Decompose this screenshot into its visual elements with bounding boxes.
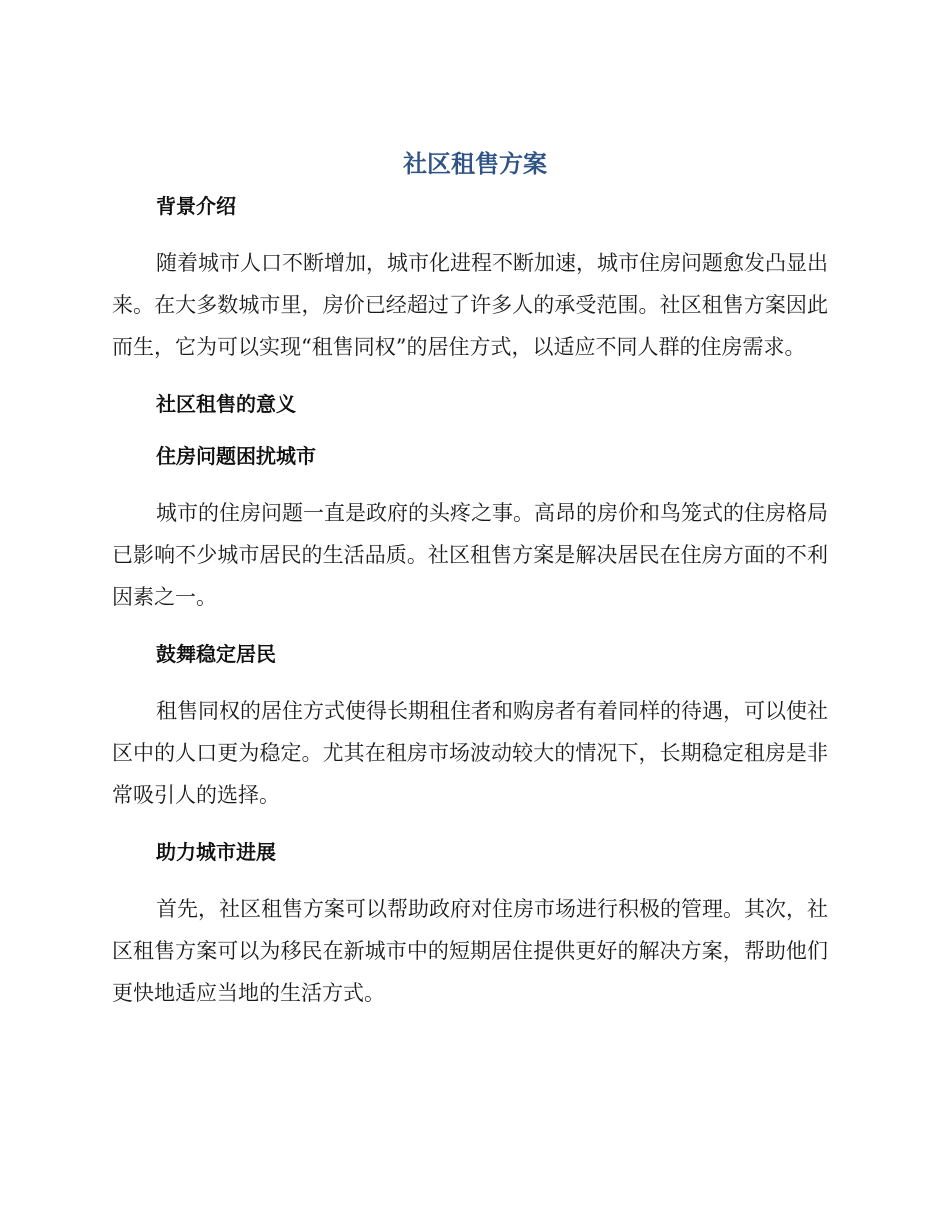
- document-body: [112, 190, 828, 1014]
- section-paragraph-city-development: 首先，社区租售方案可以帮助政府对住房市场进行积极的管理。其次，社区租售方案可以为移民在新城市中的短期居住提供更好的解决方案，帮助他们更快地适应当地的生活方式。: [112, 897, 828, 1005]
- page-title: 社区租售方案: [403, 150, 547, 178]
- section-heading-stable-residents: 鼓舞稳定居民: [156, 642, 276, 666]
- section-heading-city-development: 助力城市进展: [156, 840, 276, 864]
- section-heading-housing-problem: 住房问题困扰城市: [156, 444, 316, 468]
- section-heading-background: 背景介绍: [156, 194, 236, 218]
- section-paragraph-housing-problem: 城市的住房问题一直是政府的头疼之事。高昂的房价和鸟笼式的住房格局已影响不少城市居民的生活品质。社区租售方案是解决居民在住房方面的不利因素之一。: [112, 501, 828, 609]
- section-heading-significance: 社区租售的意义: [156, 392, 296, 416]
- section-paragraph-background: 随着城市人口不断增加，城市化进程不断加速，城市住房问题愈发凸显出来。在大多数城市里，房价已经超过了许多人的承受范围。社区租售方案因此而生，它为可以实现“租售同权”的居住方式，以适应不同人群的住房需求。: [112, 251, 828, 359]
- section-paragraph-stable-residents: 租售同权的居住方式使得长期租住者和购房者有着同样的待遇，可以使社区中的人口更为稳定。尤其在租房市场波动较大的情况下，长期稳定租房是非常吸引人的选择。: [112, 699, 828, 807]
